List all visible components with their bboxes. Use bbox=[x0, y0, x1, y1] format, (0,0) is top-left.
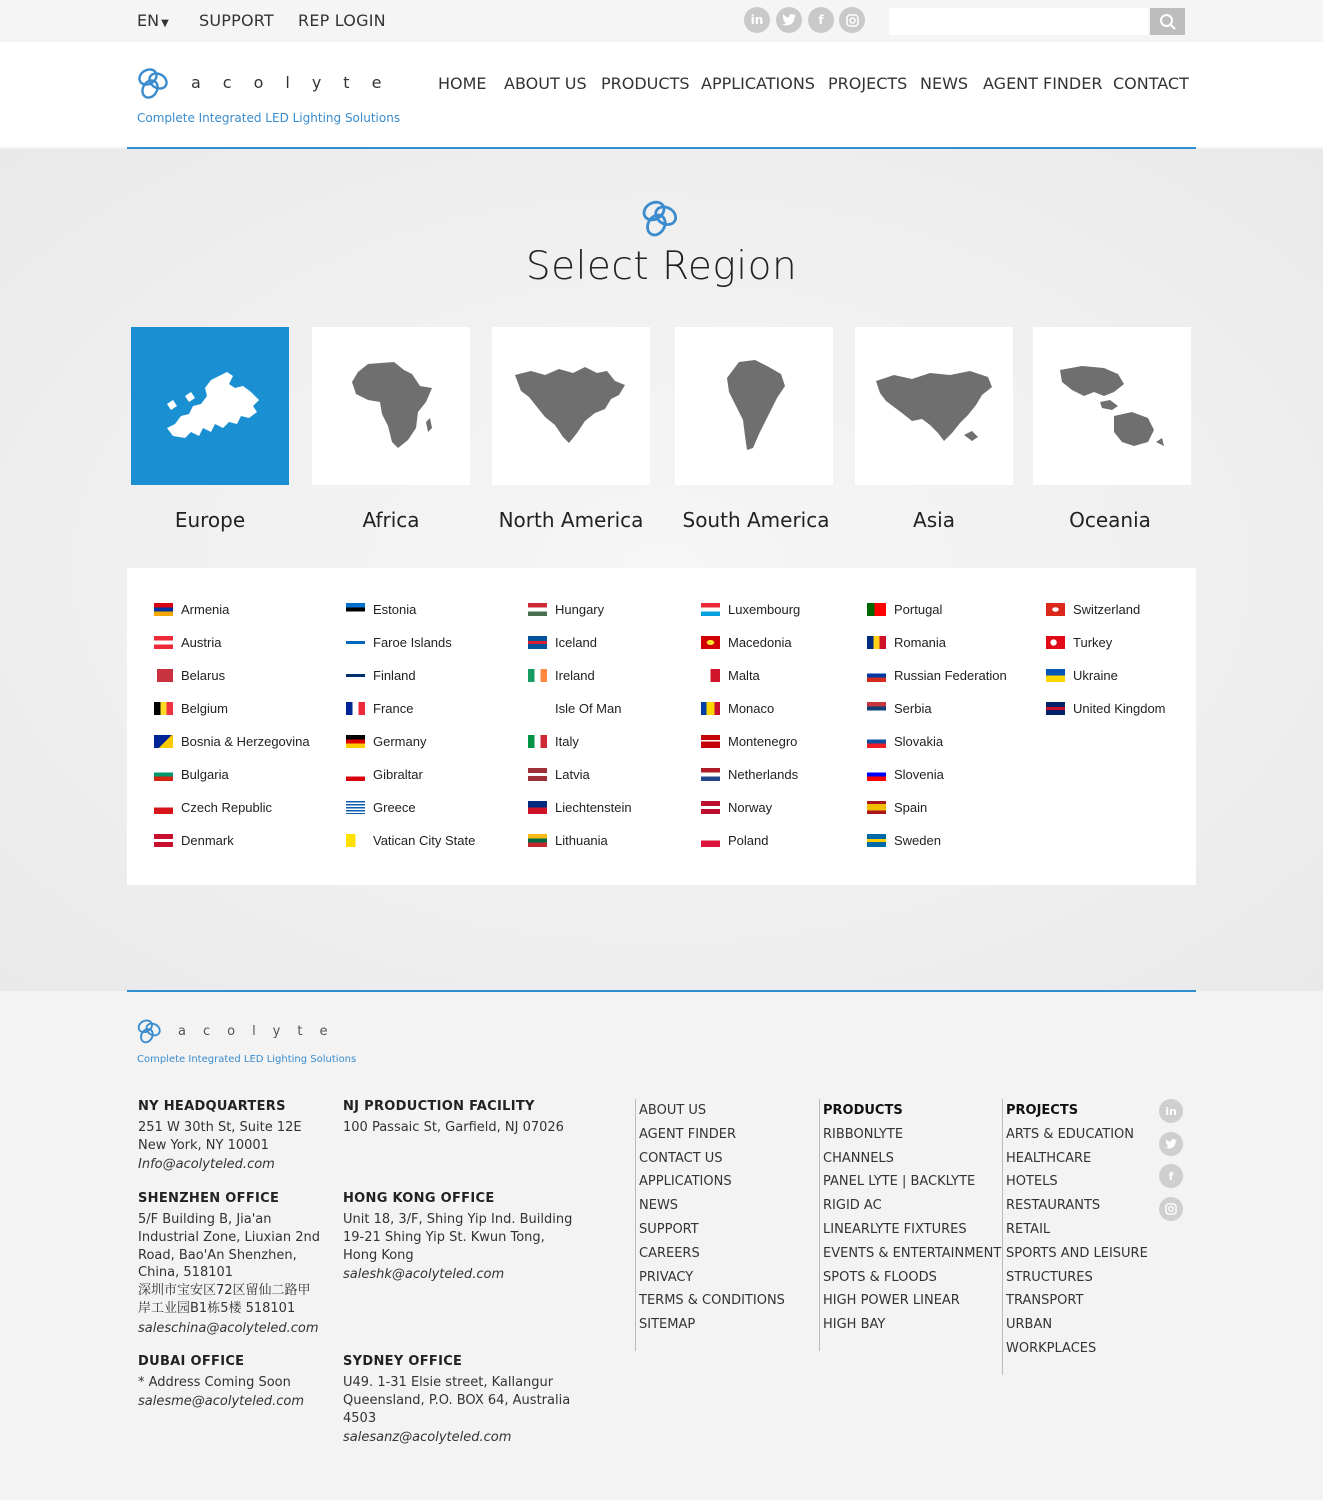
office-line: 100 Passaic St, Garfield, NJ 07026 bbox=[343, 1120, 564, 1135]
search-icon bbox=[1159, 13, 1177, 31]
country-item[interactable] bbox=[1046, 635, 1112, 650]
country-label: Belarus bbox=[181, 668, 226, 683]
office-line: Unit 18, 3/F, Shing Yip Ind. Building bbox=[343, 1212, 573, 1227]
nav-contact[interactable]: CONTACT bbox=[1113, 74, 1189, 93]
flag-icon bbox=[701, 603, 720, 616]
region-label-south-america[interactable]: South America bbox=[682, 508, 830, 532]
country-label: Belgium bbox=[181, 701, 228, 716]
footer-twitter-icon[interactable] bbox=[1159, 1132, 1183, 1156]
office-line: Industrial Zone, Liuxian 2nd bbox=[138, 1230, 320, 1245]
footer-project-link[interactable]: RESTAURANTS bbox=[1006, 1198, 1101, 1214]
flag-icon bbox=[1046, 636, 1065, 649]
country-item[interactable] bbox=[1046, 668, 1118, 683]
flag-icon bbox=[867, 603, 886, 616]
footer-products-column bbox=[819, 1099, 1001, 1351]
flag-icon bbox=[701, 768, 720, 781]
linkedin-icon[interactable]: in bbox=[744, 7, 770, 33]
region-tile-africa[interactable] bbox=[312, 327, 470, 485]
flag-icon bbox=[701, 669, 720, 682]
office-line: New York, NY 10001 bbox=[138, 1138, 269, 1153]
page-title: Select Region bbox=[525, 244, 798, 289]
flag-icon bbox=[346, 603, 365, 616]
country-item[interactable] bbox=[701, 668, 760, 683]
country-label: Spain bbox=[894, 800, 928, 815]
office-line: * Address Coming Soon bbox=[138, 1375, 291, 1390]
flag-icon bbox=[346, 834, 365, 847]
region-tile-oceania[interactable] bbox=[1033, 327, 1191, 485]
footer-product-link[interactable]: RIBBONLYTE bbox=[823, 1126, 904, 1142]
country-item[interactable] bbox=[346, 701, 413, 716]
office-email[interactable]: saleschina@acolyteled.com bbox=[138, 1321, 319, 1336]
oceania-map-icon bbox=[1052, 356, 1172, 456]
office-title-nj: NJ PRODUCTION FACILITY bbox=[343, 1099, 535, 1114]
country-label: Slovenia bbox=[894, 767, 944, 782]
footer-product-link[interactable]: EVENTS & ENTERTAINMENT bbox=[823, 1245, 1002, 1261]
footer-link-privacy[interactable]: PRIVACY bbox=[639, 1269, 694, 1285]
top-bar bbox=[0, 0, 1323, 42]
footer-facebook-icon[interactable]: f bbox=[1159, 1164, 1183, 1188]
office-title-shenzhen: SHENZHEN OFFICE bbox=[138, 1191, 280, 1206]
nav-agent-finder[interactable]: AGENT FINDER bbox=[983, 74, 1103, 93]
footer-project-link[interactable]: HEALTHCARE bbox=[1006, 1150, 1092, 1166]
flag-icon bbox=[528, 801, 547, 814]
country-item[interactable] bbox=[346, 833, 475, 848]
country-item[interactable] bbox=[154, 833, 234, 848]
country-label: Austria bbox=[181, 635, 222, 650]
footer-project-link[interactable]: SPORTS AND LEISURE bbox=[1006, 1245, 1148, 1261]
flag-icon bbox=[154, 768, 173, 781]
south-america-map-icon bbox=[719, 356, 789, 456]
support-link[interactable]: SUPPORT bbox=[199, 11, 274, 30]
country-item[interactable] bbox=[867, 800, 927, 815]
country-item[interactable] bbox=[528, 602, 604, 617]
footer-products-heading[interactable]: PRODUCTS bbox=[823, 1103, 903, 1118]
country-item[interactable] bbox=[701, 767, 798, 782]
africa-map-icon bbox=[346, 356, 436, 456]
footer-project-link[interactable]: RETAIL bbox=[1006, 1221, 1051, 1237]
country-item[interactable] bbox=[528, 833, 608, 848]
country-label: Vatican City State bbox=[373, 833, 476, 848]
office-line: Hong Kong bbox=[343, 1248, 414, 1263]
country-label: Norway bbox=[728, 800, 773, 815]
nav-about-us[interactable]: ABOUT US bbox=[504, 74, 587, 93]
footer-instagram-icon[interactable] bbox=[1159, 1197, 1183, 1221]
country-item[interactable] bbox=[154, 602, 229, 617]
country-item[interactable] bbox=[867, 734, 943, 749]
flag-icon bbox=[701, 735, 720, 748]
footer-product-link[interactable]: LINEARLYTE FIXTURES bbox=[823, 1221, 967, 1237]
country-item[interactable] bbox=[346, 635, 452, 650]
region-label-europe[interactable]: Europe bbox=[174, 508, 246, 532]
country-item[interactable] bbox=[346, 602, 416, 617]
flag-icon bbox=[154, 702, 173, 715]
country-label: Armenia bbox=[181, 602, 230, 617]
office-line: 5/F Building B, Jia'an bbox=[138, 1212, 272, 1227]
footer-link-news[interactable]: NEWS bbox=[639, 1198, 679, 1214]
office-email[interactable]: salesme@acolyteled.com bbox=[138, 1394, 305, 1409]
country-label: Ireland bbox=[555, 668, 595, 683]
office-email[interactable]: salesanz@acolyteled.com bbox=[343, 1430, 512, 1445]
country-item[interactable] bbox=[701, 602, 800, 617]
flag-icon bbox=[346, 735, 365, 748]
site-header bbox=[0, 42, 1323, 147]
office-line: 4503 bbox=[343, 1411, 377, 1426]
flag-icon bbox=[346, 669, 365, 682]
country-item[interactable] bbox=[154, 701, 228, 716]
flag-icon bbox=[346, 801, 365, 814]
country-label: Montenegro bbox=[728, 734, 798, 749]
country-item[interactable] bbox=[867, 767, 944, 782]
footer-link-terms[interactable]: TERMS & CONDITIONS bbox=[639, 1293, 785, 1309]
country-item[interactable] bbox=[154, 668, 225, 683]
nav-home[interactable]: HOME bbox=[438, 74, 487, 93]
footer-product-link[interactable]: CHANNELS bbox=[823, 1150, 894, 1166]
country-item[interactable] bbox=[154, 734, 310, 749]
country-item[interactable] bbox=[346, 668, 416, 683]
region-tile-south-america[interactable] bbox=[675, 327, 833, 485]
footer-project-link[interactable]: STRUCTURES bbox=[1006, 1269, 1093, 1285]
office-line: Queensland, P.O. BOX 64, Australia bbox=[343, 1393, 571, 1408]
footer-link-sitemap[interactable]: SITEMAP bbox=[639, 1317, 696, 1333]
search-button[interactable] bbox=[1150, 8, 1185, 35]
flag-icon bbox=[867, 801, 886, 814]
flag-icon bbox=[154, 636, 173, 649]
country-item[interactable] bbox=[867, 833, 941, 848]
country-label: Czech Republic bbox=[181, 800, 273, 815]
country-item[interactable] bbox=[528, 734, 579, 749]
country-item[interactable] bbox=[528, 668, 595, 683]
country-item[interactable] bbox=[1046, 602, 1140, 617]
country-label: France bbox=[373, 701, 414, 716]
region-tile-europe[interactable] bbox=[131, 327, 289, 485]
flag-icon bbox=[528, 669, 547, 682]
country-item[interactable] bbox=[528, 635, 597, 650]
country-item[interactable] bbox=[528, 701, 621, 716]
footer-project-link[interactable]: ARTS & EDUCATION bbox=[1006, 1126, 1135, 1142]
flag-icon bbox=[346, 636, 365, 649]
office-line: U49. 1-31 Elsie street, Kallangur bbox=[343, 1375, 554, 1390]
flag-icon bbox=[701, 834, 720, 847]
country-item[interactable] bbox=[701, 833, 768, 848]
instagram-icon[interactable] bbox=[839, 7, 865, 33]
country-item[interactable] bbox=[154, 767, 229, 782]
flag-icon bbox=[1046, 603, 1065, 616]
footer-project-link[interactable]: HOTELS bbox=[1006, 1174, 1058, 1190]
nav-products[interactable]: PRODUCTS bbox=[601, 74, 690, 93]
flag-icon bbox=[154, 801, 173, 814]
country-label: Lithuania bbox=[555, 833, 608, 848]
footer-product-link[interactable]: RIGID AC bbox=[823, 1198, 882, 1214]
flag-icon bbox=[528, 735, 547, 748]
north-america-map-icon bbox=[511, 361, 631, 451]
country-label: Hungary bbox=[555, 602, 605, 617]
flag-icon bbox=[1046, 702, 1065, 715]
region-label-north-america[interactable]: North America bbox=[498, 508, 644, 532]
country-item[interactable] bbox=[154, 800, 272, 815]
office-email[interactable]: saleshk@acolyteled.com bbox=[343, 1267, 505, 1282]
office-title-sydney: SYDNEY OFFICE bbox=[343, 1354, 463, 1369]
country-item[interactable] bbox=[867, 635, 946, 650]
flag-icon bbox=[701, 702, 720, 715]
country-label: Estonia bbox=[373, 602, 417, 617]
country-label: Turkey bbox=[1073, 635, 1113, 650]
country-label: Netherlands bbox=[728, 767, 799, 782]
country-label: Monaco bbox=[728, 701, 775, 716]
flag-icon bbox=[154, 669, 173, 682]
footer-project-link[interactable]: TRANSPORT bbox=[1006, 1293, 1084, 1309]
nav-news[interactable]: NEWS bbox=[920, 74, 969, 93]
country-label: Macedonia bbox=[728, 635, 792, 650]
country-label: Sweden bbox=[894, 833, 941, 848]
country-item[interactable] bbox=[154, 635, 221, 650]
facebook-icon[interactable]: f bbox=[808, 7, 834, 33]
europe-map-icon bbox=[155, 366, 265, 446]
country-label: Finland bbox=[373, 668, 416, 683]
office-line: Road, Bao'An Shenzhen, bbox=[138, 1248, 297, 1263]
flag-icon bbox=[154, 834, 173, 847]
flag-icon bbox=[528, 603, 547, 616]
language-selector[interactable] bbox=[137, 11, 169, 30]
office-line: 19-21 Shing Yip St. Kwun Tong, bbox=[343, 1230, 545, 1245]
flag-icon bbox=[701, 636, 720, 649]
flag-icon bbox=[154, 603, 173, 616]
footer-divider bbox=[127, 990, 1196, 992]
country-item[interactable] bbox=[867, 602, 942, 617]
office-line: 岸工业园B1栋5楼 518101 bbox=[138, 1301, 296, 1316]
footer-link-agent-finder[interactable]: AGENT FINDER bbox=[639, 1126, 737, 1142]
region-tile-asia[interactable] bbox=[855, 327, 1013, 485]
flag-icon bbox=[154, 735, 173, 748]
country-label: Switzerland bbox=[1073, 602, 1141, 617]
country-label: Faroe Islands bbox=[373, 635, 452, 650]
twitter-icon[interactable] bbox=[776, 7, 802, 33]
country-item[interactable] bbox=[1046, 701, 1166, 716]
country-item[interactable] bbox=[701, 734, 797, 749]
country-label: Italy bbox=[555, 734, 579, 749]
country-label: Gibraltar bbox=[373, 767, 423, 782]
country-item[interactable] bbox=[346, 734, 426, 749]
footer-brand-tagline: Complete Integrated LED Lighting Solutions bbox=[137, 1054, 357, 1065]
country-label: Bosnia & Herzegovina bbox=[181, 734, 310, 749]
flag-icon bbox=[346, 768, 365, 781]
acolyte-logo-icon bbox=[640, 197, 682, 244]
country-item[interactable] bbox=[528, 800, 632, 815]
office-line: 深圳市宝安区72区留仙二路甲 bbox=[138, 1283, 311, 1298]
flag-icon bbox=[528, 768, 547, 781]
language-label: EN bbox=[137, 11, 160, 30]
country-label: Liechtenstein bbox=[555, 800, 632, 815]
rep-login-link[interactable]: REP LOGIN bbox=[298, 11, 386, 30]
office-title-dubai: DUBAI OFFICE bbox=[138, 1354, 245, 1369]
footer-projects-heading[interactable]: PROJECTS bbox=[1006, 1103, 1079, 1118]
footer-link-about-us[interactable]: ABOUT US bbox=[639, 1103, 707, 1118]
footer-link-support[interactable]: SUPPORT bbox=[639, 1221, 699, 1237]
brand-wordmark: acolyte bbox=[191, 73, 404, 92]
footer-product-link[interactable]: SPOTS & FLOODS bbox=[823, 1269, 937, 1285]
country-label: United Kingdom bbox=[1073, 701, 1166, 716]
country-item[interactable] bbox=[346, 767, 423, 782]
footer-project-link[interactable]: URBAN bbox=[1006, 1317, 1053, 1333]
nav-projects[interactable]: PROJECTS bbox=[828, 74, 908, 93]
footer-logo-icon[interactable] bbox=[136, 1016, 164, 1051]
footer-link-contact-us[interactable]: CONTACT US bbox=[639, 1150, 723, 1166]
flag-icon bbox=[528, 636, 547, 649]
country-label: Poland bbox=[728, 833, 769, 848]
office-line: China, 518101 bbox=[138, 1265, 234, 1280]
office-line: 251 W 30th St, Suite 12E bbox=[138, 1120, 302, 1135]
country-list-panel bbox=[127, 568, 1196, 885]
flag-icon bbox=[528, 702, 547, 715]
country-label: Portugal bbox=[894, 602, 943, 617]
footer-project-link[interactable]: WORKPLACES bbox=[1006, 1340, 1097, 1356]
country-label: Isle Of Man bbox=[555, 701, 622, 716]
country-label: Serbia bbox=[894, 701, 932, 716]
country-label: Greece bbox=[373, 800, 416, 815]
flag-icon bbox=[346, 702, 365, 715]
footer-product-link[interactable]: HIGH POWER LINEAR bbox=[823, 1293, 960, 1309]
country-item[interactable] bbox=[701, 800, 772, 815]
country-item[interactable] bbox=[346, 800, 416, 815]
flag-icon bbox=[867, 834, 886, 847]
country-label: Malta bbox=[728, 668, 760, 683]
office-email[interactable]: Info@acolyteled.com bbox=[138, 1157, 275, 1172]
country-item[interactable] bbox=[701, 701, 774, 716]
country-item[interactable] bbox=[867, 668, 1007, 683]
footer-product-link[interactable]: PANEL LYTE | BACKLYTE bbox=[823, 1174, 976, 1190]
flag-icon bbox=[867, 735, 886, 748]
footer-linkedin-icon[interactable]: in bbox=[1159, 1099, 1183, 1123]
country-item[interactable] bbox=[867, 701, 932, 716]
office-title-hong-kong: HONG KONG OFFICE bbox=[343, 1191, 495, 1206]
flag-icon bbox=[867, 669, 886, 682]
country-label: Ukraine bbox=[1073, 668, 1118, 683]
flag-icon bbox=[701, 801, 720, 814]
footer-brand-wordmark: acolyte bbox=[178, 1024, 345, 1039]
footer-projects-column bbox=[1002, 1099, 1148, 1375]
region-tile-north-america[interactable] bbox=[492, 327, 650, 485]
country-label: Latvia bbox=[555, 767, 590, 782]
country-item[interactable] bbox=[701, 635, 792, 650]
country-label: Denmark bbox=[181, 833, 234, 848]
country-label: Bulgaria bbox=[181, 767, 229, 782]
flag-icon bbox=[867, 768, 886, 781]
country-label: Luxembourg bbox=[728, 602, 801, 617]
region-label-oceania[interactable]: Oceania bbox=[1069, 508, 1151, 532]
country-label: Germany bbox=[373, 734, 427, 749]
country-label: Romania bbox=[894, 635, 947, 650]
flag-icon bbox=[528, 834, 547, 847]
acolyte-logo-icon[interactable] bbox=[136, 65, 172, 106]
footer-link-careers[interactable]: CAREERS bbox=[639, 1245, 700, 1261]
office-title-ny: NY HEADQUARTERS bbox=[138, 1099, 286, 1114]
caret-down-icon: ▼ bbox=[161, 18, 169, 29]
country-item[interactable] bbox=[528, 767, 590, 782]
flag-icon bbox=[1046, 669, 1065, 682]
flag-icon bbox=[867, 702, 886, 715]
asia-map-icon bbox=[872, 361, 996, 451]
nav-applications[interactable]: APPLICATIONS bbox=[701, 74, 815, 93]
footer-links-column bbox=[635, 1099, 785, 1351]
country-label: Russian Federation bbox=[894, 668, 1007, 683]
flag-icon bbox=[867, 636, 886, 649]
region-label-asia[interactable]: Asia bbox=[913, 508, 955, 532]
footer-link-applications[interactable]: APPLICATIONS bbox=[639, 1174, 732, 1190]
region-label-africa[interactable]: Africa bbox=[362, 508, 420, 532]
search-input[interactable] bbox=[889, 8, 1148, 35]
brand-tagline: Complete Integrated LED Lighting Solutions bbox=[137, 111, 401, 125]
country-label: Slovakia bbox=[894, 734, 944, 749]
footer-product-link[interactable]: HIGH BAY bbox=[823, 1317, 886, 1333]
country-label: Iceland bbox=[555, 635, 597, 650]
